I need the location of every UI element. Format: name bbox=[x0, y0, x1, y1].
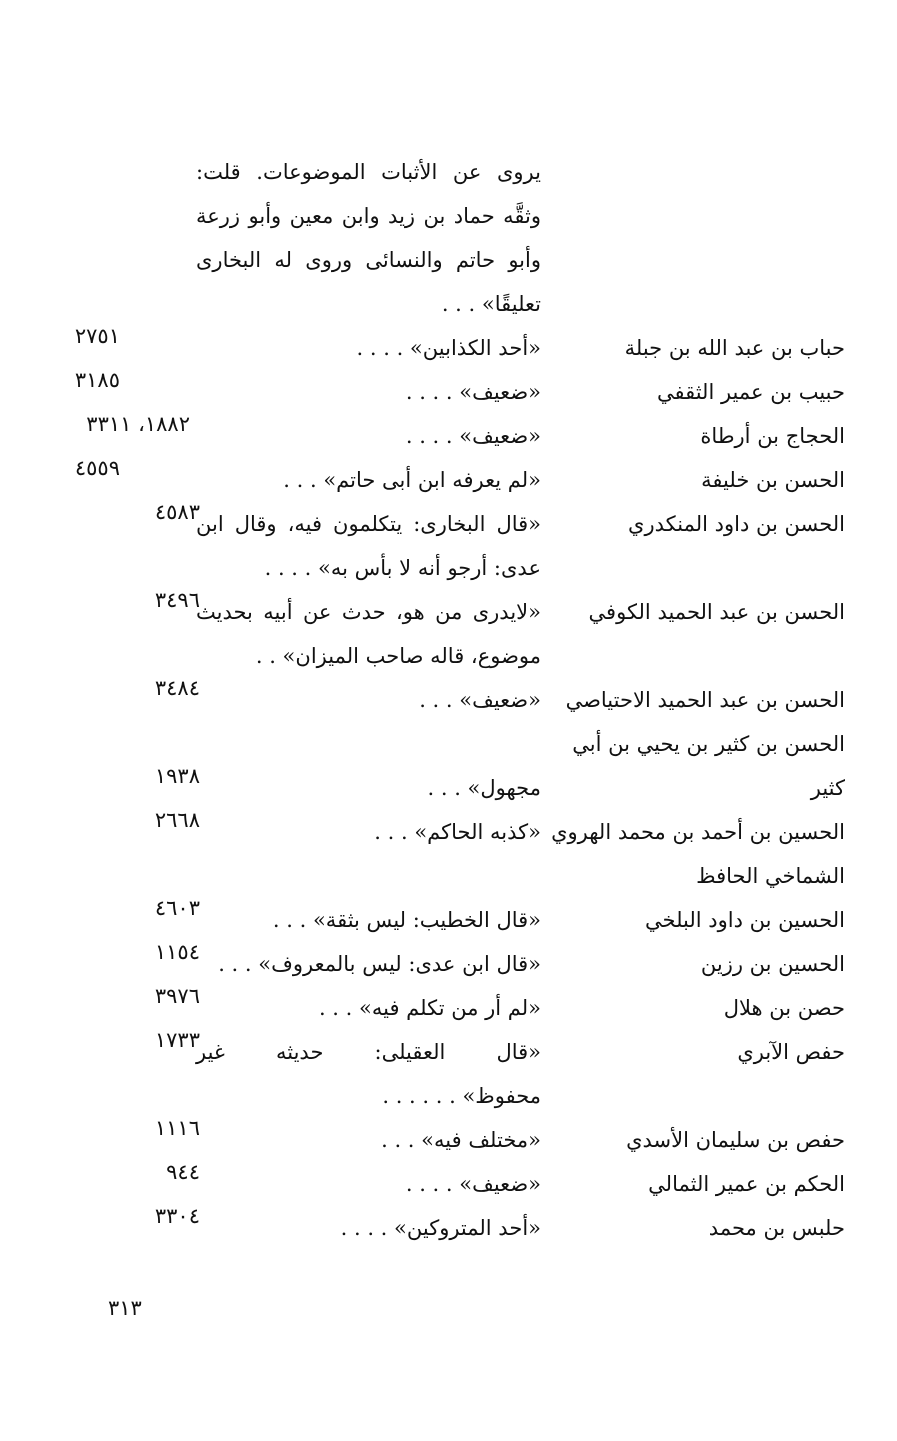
hadith-number: ٤٥٨٣ bbox=[154, 500, 200, 524]
hadith-number: ١٨٨٢، ٣٣١١ bbox=[86, 412, 190, 436]
narrator-name: حلبس بن محمد bbox=[708, 1216, 845, 1240]
narrator-name: حفص بن سليمان الأسدي bbox=[626, 1128, 845, 1152]
continuation-line bbox=[0, 204, 897, 248]
narrator-name-continued: الشماخي الحافظ bbox=[696, 864, 845, 888]
entry-row bbox=[0, 1028, 897, 1084]
entry-row bbox=[0, 412, 897, 468]
narrator-name: الحسن بن عبد الحميد الاحتياصي bbox=[565, 688, 845, 712]
narrator-name: حصن بن هلال bbox=[723, 996, 845, 1020]
narrator-note-continued: محفوظ» . . . . . . bbox=[382, 1084, 541, 1108]
hadith-number: ٣٩٧٦ bbox=[154, 984, 200, 1008]
narrator-note: «ضعيف» . . . . bbox=[405, 424, 541, 448]
narrator-name: حبيب بن عمير الثقفي bbox=[656, 380, 845, 404]
narrator-note: «أحد المتروكين» . . . . bbox=[340, 1216, 541, 1240]
continuation-text: وأبو حاتم والنسائى وروى له البخارى bbox=[196, 248, 541, 272]
continuation-line bbox=[0, 248, 897, 292]
narrator-name: الحسين بن داود البلخي bbox=[645, 908, 845, 932]
narrator-name: الحسن بن داود المنكدري bbox=[628, 512, 845, 536]
narrator-note: «قال البخارى: يتكلمون فيه، وقال ابن bbox=[196, 512, 541, 536]
narrator-name: الحكم بن عمير الثمالي bbox=[648, 1172, 845, 1196]
entry-row bbox=[0, 588, 897, 644]
continuation-line bbox=[0, 292, 897, 336]
narrator-name: حباب بن عبد الله بن جبلة bbox=[624, 336, 845, 360]
narrator-name-continued: كثير bbox=[810, 776, 845, 800]
narrator-note-continued: موضوع، قاله صاحب الميزان» . . bbox=[255, 644, 541, 668]
hadith-number: ٣١٨٥ bbox=[74, 368, 120, 392]
hadith-number: ٣٤٩٦ bbox=[154, 588, 200, 612]
hadith-number: ٢٧٥١ bbox=[74, 324, 120, 348]
narrator-note: «ضعيف» . . . . bbox=[405, 1172, 541, 1196]
hadith-number: ١٩٣٨ bbox=[154, 764, 200, 788]
narrator-note: «لم أر من تكلم فيه» . . . bbox=[318, 996, 541, 1020]
entry-row bbox=[0, 500, 897, 556]
continuation-text: وثقَّه حماد بن زيد وابن معين وأبو زرعة bbox=[196, 204, 541, 228]
narrator-note: مجهول» . . . bbox=[427, 776, 541, 800]
narrator-note-continued: عدى: أرجو أنه لا بأس به» . . . . bbox=[264, 556, 541, 580]
hadith-number: ١١٥٤ bbox=[154, 940, 200, 964]
continuation-text: تعليقًا» . . . bbox=[441, 292, 541, 316]
narrator-name: حفص الآبري bbox=[737, 1040, 845, 1064]
hadith-number: ٣٣٠٤ bbox=[154, 1204, 200, 1228]
narrator-name: الحسن بن خليفة bbox=[701, 468, 845, 492]
hadith-number: ١٧٣٣ bbox=[154, 1028, 200, 1052]
narrator-name: الحسن بن كثير بن يحيي بن أبي bbox=[572, 732, 845, 756]
hadith-number: ٢٦٦٨ bbox=[154, 808, 200, 832]
hadith-number: ٣٤٨٤ bbox=[154, 676, 200, 700]
hadith-number: ٤٦٠٣ bbox=[154, 896, 200, 920]
narrator-note: «لايدرى من هو، حدث عن أبيه بحديث bbox=[196, 600, 541, 624]
entry-row bbox=[0, 808, 897, 864]
narrator-note: «قال العقيلى: حديثه غير bbox=[196, 1040, 541, 1064]
narrator-name: الحسين بن رزين bbox=[700, 952, 845, 976]
narrator-name: الحسن بن عبد الحميد الكوفي bbox=[588, 600, 845, 624]
narrator-note: «أحد الكذابين» . . . . bbox=[356, 336, 541, 360]
narrator-note: «مختلف فيه» . . . bbox=[381, 1128, 541, 1152]
hadith-number: ٤٥٥٩ bbox=[74, 456, 120, 480]
narrator-note: «ضعيف» . . . . bbox=[405, 380, 541, 404]
entry-row bbox=[0, 324, 897, 380]
hadith-number: ١١١٦ bbox=[154, 1116, 200, 1140]
continuation-line bbox=[0, 160, 897, 204]
narrator-note: «كذبه الحاكم» . . . bbox=[374, 820, 541, 844]
hadith-number: ٩٤٤ bbox=[166, 1160, 200, 1184]
narrator-note: «قال ابن عدى: ليس بالمعروف» . . . bbox=[218, 952, 541, 976]
narrator-note: «قال الخطيب: ليس بثقة» . . . bbox=[272, 908, 541, 932]
narrator-note: «ضعيف» . . . bbox=[419, 688, 541, 712]
narrator-note: «لم يعرفه ابن أبى حاتم» . . . bbox=[283, 468, 541, 492]
entry-row bbox=[0, 1204, 897, 1260]
continuation-text: يروى عن الأثبات الموضوعات. قلت: bbox=[196, 160, 541, 184]
narrator-name: الحسين بن أحمد بن محمد الهروي bbox=[551, 820, 845, 844]
narrator-name: الحجاج بن أرطاة bbox=[700, 424, 845, 448]
page-number: ٣١٣ bbox=[108, 1296, 142, 1320]
entry-row bbox=[0, 676, 897, 732]
